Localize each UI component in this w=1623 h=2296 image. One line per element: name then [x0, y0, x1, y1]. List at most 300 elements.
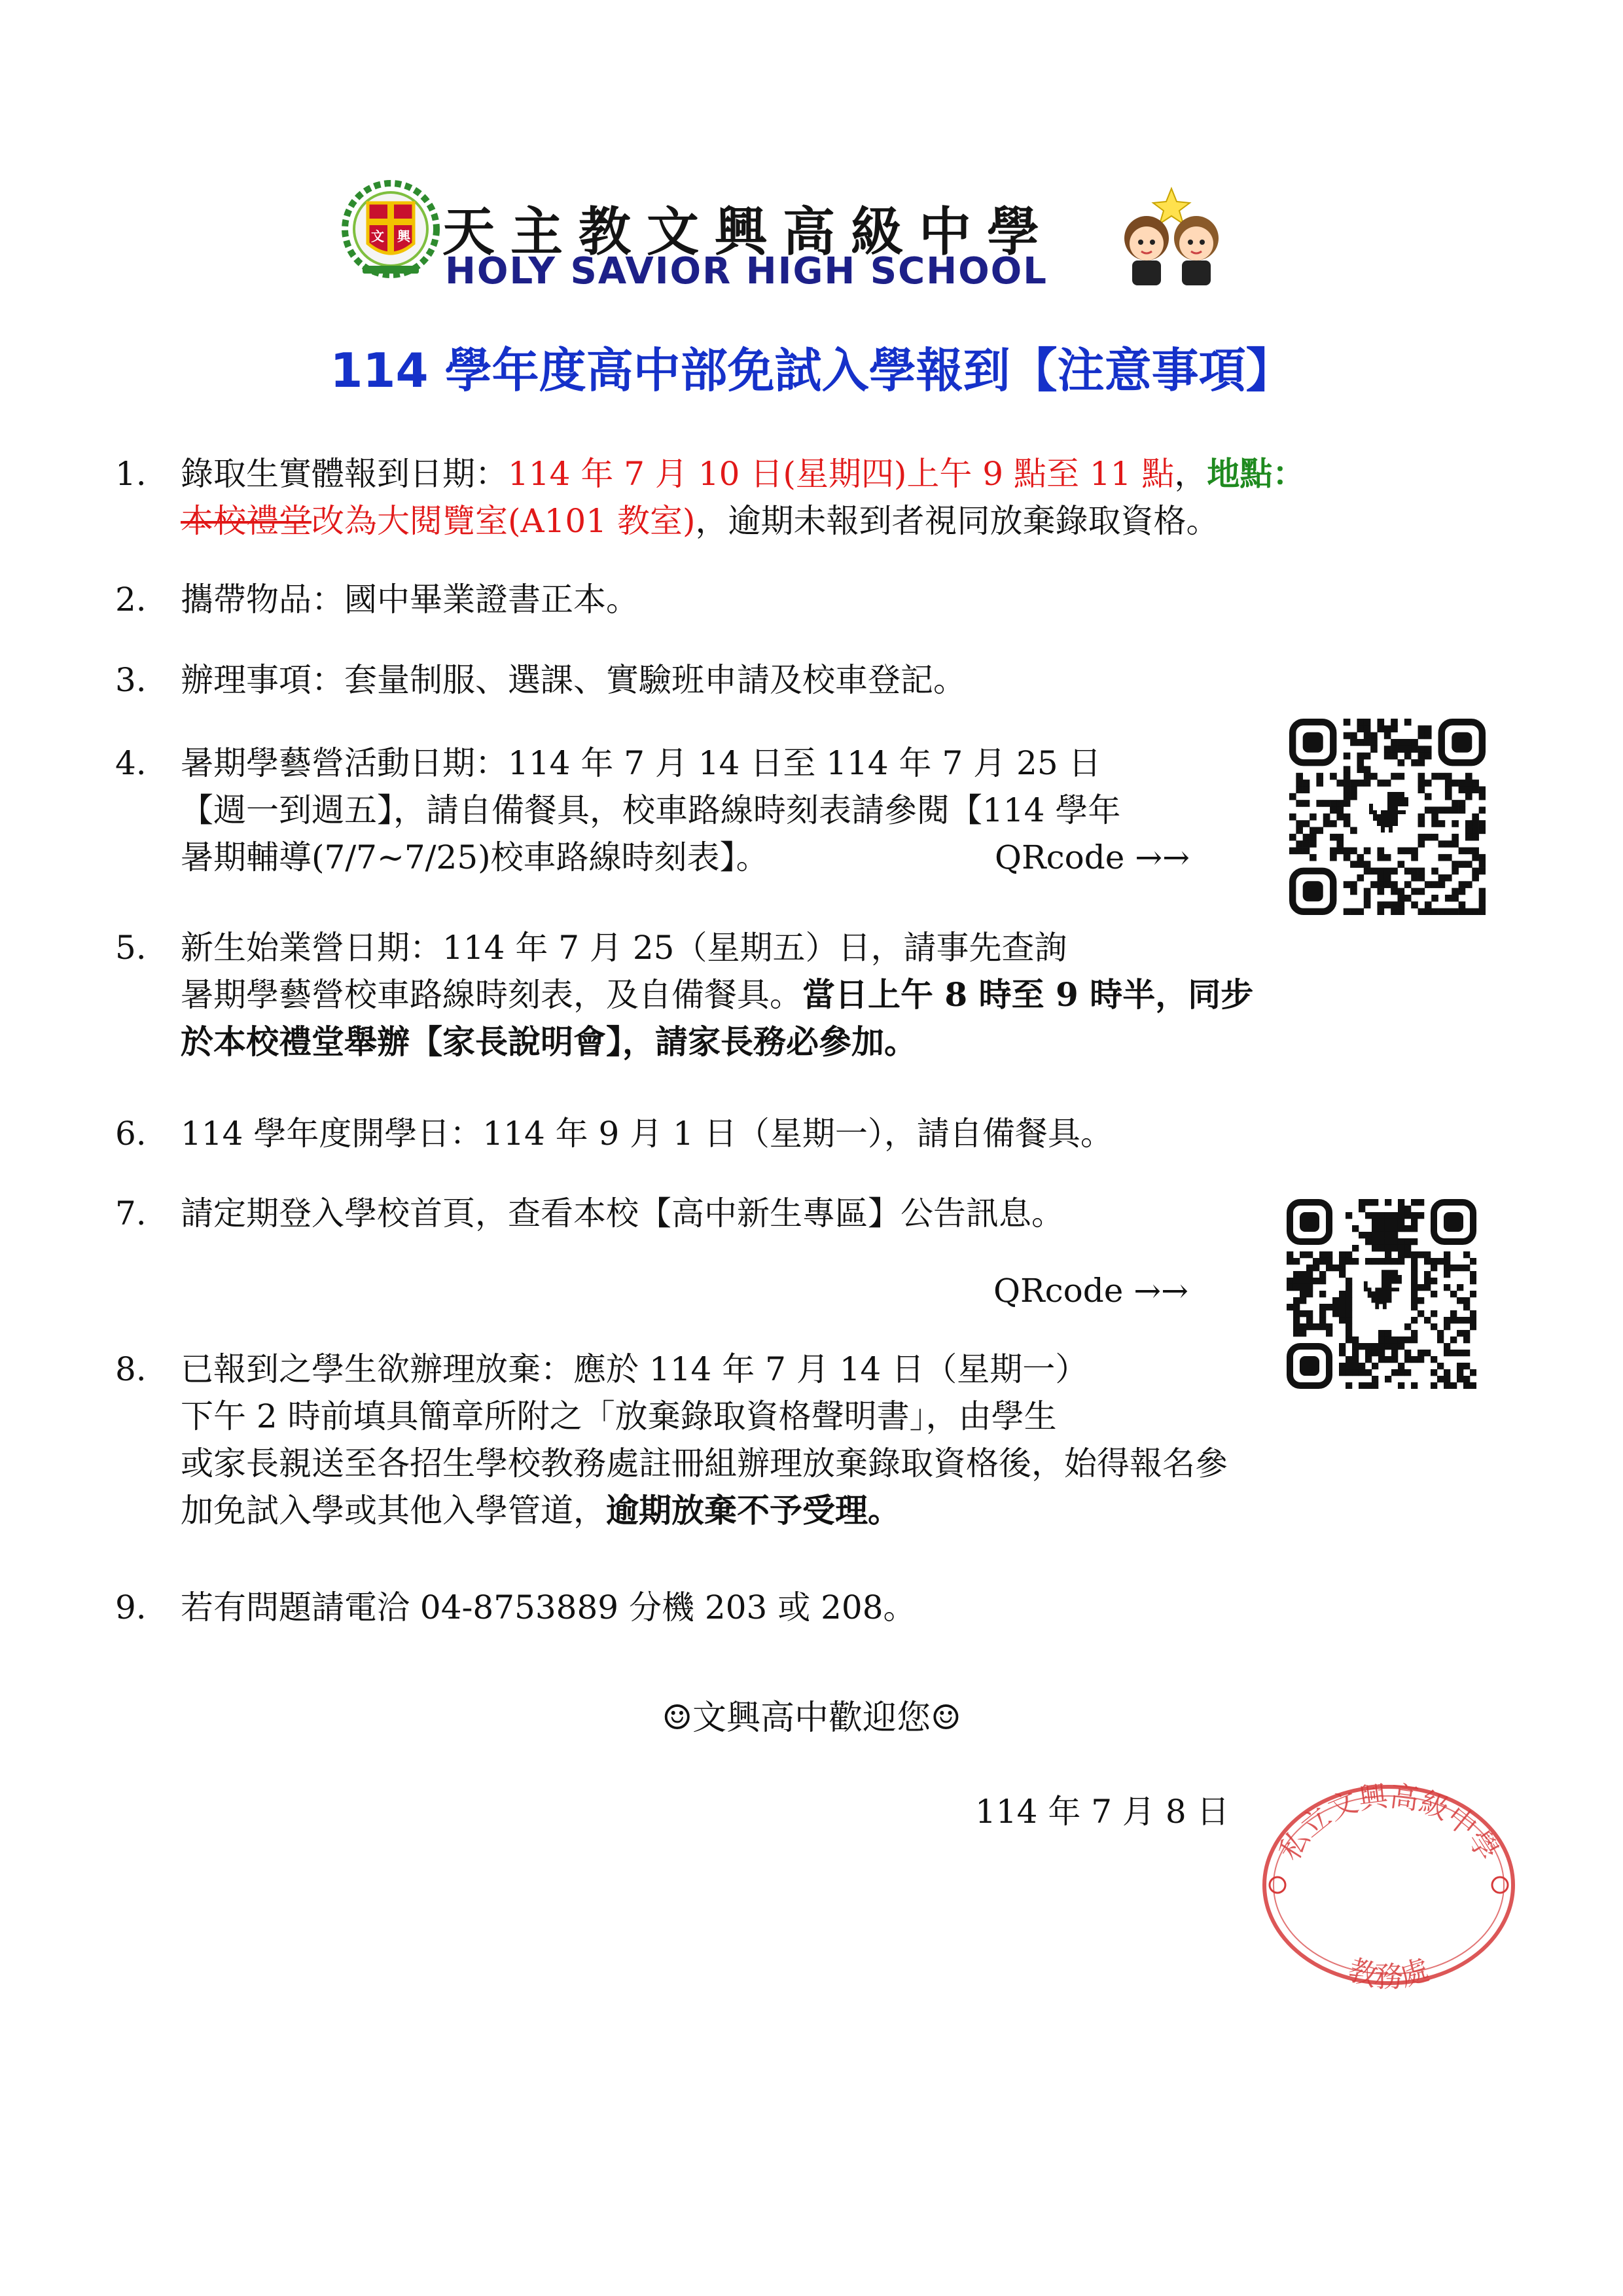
qr-module: [1470, 1310, 1476, 1317]
qr-module: [1296, 840, 1303, 848]
qr-module: [1444, 1265, 1450, 1271]
qr-module: [1398, 901, 1405, 908]
qr-module: [1459, 806, 1466, 814]
qr-module: [1424, 1258, 1431, 1265]
qr-module: [1384, 725, 1391, 732]
location-label: 地點：: [1207, 454, 1306, 493]
qr-module: [1332, 1310, 1339, 1317]
qr-module: [1472, 820, 1479, 827]
qr-module: [1300, 1251, 1306, 1258]
qr-module: [1411, 1284, 1418, 1291]
qr-module: [1384, 868, 1391, 875]
qr-module: [1463, 1350, 1470, 1356]
item-number: 5.: [115, 929, 147, 967]
qr-module: [1391, 1245, 1398, 1251]
item-8-line-3: 或家長親送至各招生學校教務處註冊組辦理放棄錄取資格後，始得報名參: [181, 1444, 1228, 1482]
qr-module: [1444, 1343, 1450, 1350]
qr-module: [1365, 1343, 1372, 1350]
qr-module: [1293, 1278, 1300, 1284]
qr-module: [1391, 1356, 1398, 1363]
qr-module: [1330, 820, 1337, 827]
qr-module: [1398, 1199, 1404, 1206]
qr-module: [1465, 834, 1472, 841]
qr-module: [1445, 806, 1452, 814]
qr-module: [1372, 1238, 1378, 1245]
item-number: 3.: [115, 661, 147, 699]
qr-module: [1344, 800, 1351, 807]
qr-module: [1352, 1336, 1359, 1343]
qr-module: [1372, 1199, 1378, 1206]
qr-module: [1450, 1317, 1457, 1323]
qr-module: [1339, 1297, 1346, 1304]
qr-module: [1377, 725, 1384, 732]
qr-module: [1293, 1323, 1300, 1330]
qr-finder-center: [1303, 881, 1323, 901]
qr-module: [1431, 814, 1438, 821]
qr-module: [1470, 1258, 1476, 1265]
qr-module: [1404, 1238, 1411, 1245]
item-2-text: 攜帶物品：國中畢業證書正本。: [181, 581, 639, 619]
qr-module: [1296, 848, 1303, 855]
qr-module: [1424, 1251, 1431, 1258]
qr-module: [1357, 719, 1364, 726]
qr-module: [1339, 1304, 1346, 1310]
item-8-line-1: 已報到之學生欲辦理放棄：應於 114 年 7 月 14 日（星期一）: [181, 1350, 1088, 1388]
qr-module: [1336, 806, 1344, 814]
qr-module: [1404, 719, 1412, 726]
qr-module: [1339, 1265, 1346, 1271]
qr-module: [1444, 1350, 1450, 1356]
qr-module: [1418, 786, 1425, 793]
qr-module: [1398, 759, 1405, 766]
qr-module: [1339, 1369, 1346, 1376]
qr-module: [1418, 840, 1425, 848]
qr-module: [1344, 773, 1351, 780]
qr-module: [1391, 1369, 1398, 1376]
qr-module: [1452, 895, 1459, 902]
qr-module: [1479, 888, 1486, 895]
qr-module: [1303, 820, 1310, 827]
qr-module: [1450, 1350, 1457, 1356]
qr-module: [1364, 732, 1371, 740]
qr-module: [1438, 806, 1446, 814]
item-5-line-3: 於本校禮堂舉辦【家長說明會】，請家長務必參加。: [181, 1022, 917, 1061]
qr-module: [1306, 1310, 1313, 1317]
qr-module: [1350, 827, 1357, 834]
qr-module: [1359, 1232, 1365, 1238]
qr-module: [1470, 1369, 1476, 1376]
qr-module: [1385, 1212, 1391, 1219]
qr-module: [1303, 800, 1310, 807]
qr-module: [1438, 908, 1446, 915]
qr-module: [1452, 868, 1459, 875]
item-number: 4.: [115, 744, 147, 782]
qr-module: [1398, 745, 1405, 753]
qr-module: [1300, 1330, 1306, 1336]
qr-module: [1418, 1212, 1424, 1219]
qr-module: [1425, 834, 1432, 841]
qr-module: [1364, 895, 1371, 902]
qr-module: [1296, 786, 1303, 793]
qr-module: [1463, 1363, 1470, 1369]
qr-module: [1411, 1225, 1418, 1232]
qr-module: [1346, 1369, 1352, 1376]
qr-module: [1365, 1350, 1372, 1356]
qr-module: [1310, 840, 1317, 848]
qr-module: [1296, 800, 1303, 807]
new-location: 改為大閱覽室(A101 教室): [312, 502, 696, 540]
qrcode-label-2: QRcode →→: [993, 1272, 1189, 1310]
item-7-text: 請定期登入學校首頁，查看本校【高中新生專區】公告訊息。: [181, 1194, 1064, 1232]
qr-module: [1452, 861, 1459, 868]
qr-module: [1398, 848, 1405, 855]
qr-module: [1385, 1238, 1391, 1245]
qr-module: [1463, 1330, 1470, 1336]
qr-module: [1296, 827, 1303, 834]
qr-module: [1431, 1258, 1437, 1265]
qr-module: [1339, 1310, 1346, 1317]
item-5-line-2-a: 暑期學藝營校車路線時刻表，及自備餐具。: [181, 976, 802, 1014]
qr-module: [1359, 1206, 1365, 1212]
qrcode-label-1: QRcode →→: [995, 838, 1190, 876]
qr-module: [1385, 1199, 1391, 1206]
qr-module: [1339, 1251, 1346, 1258]
qr-module: [1357, 908, 1364, 915]
qr-module: [1425, 745, 1432, 753]
qr-module: [1404, 753, 1412, 760]
qr-module: [1479, 786, 1486, 793]
item-8-line-4-a: 加免試入學或其他入學管道，: [181, 1492, 606, 1530]
qr-module: [1459, 861, 1466, 868]
qr-module: [1364, 868, 1371, 875]
qr-module: [1431, 1382, 1437, 1389]
qr-module: [1319, 1278, 1326, 1284]
qr-module: [1479, 901, 1486, 908]
qr-module: [1339, 1350, 1346, 1356]
qr-module: [1418, 874, 1425, 882]
qr-module: [1339, 1258, 1346, 1265]
qr-module: [1365, 1382, 1372, 1389]
qr-module: [1377, 908, 1384, 915]
qr-module: [1306, 1323, 1313, 1330]
qr-module: [1326, 1258, 1332, 1265]
qr-module: [1316, 780, 1323, 787]
qr-module: [1411, 874, 1418, 882]
qr-module: [1411, 1219, 1418, 1225]
qr-module: [1450, 1336, 1457, 1343]
qr-module: [1411, 739, 1418, 746]
qr-module: [1385, 1330, 1391, 1336]
qr-module: [1377, 874, 1384, 882]
qr-module: [1391, 1219, 1398, 1225]
qr-module: [1350, 861, 1357, 868]
qr-module: [1378, 1258, 1385, 1265]
qr-module: [1364, 773, 1371, 780]
qr-module: [1391, 745, 1398, 753]
qr-module: [1287, 1284, 1293, 1291]
qr-module: [1411, 1330, 1418, 1336]
qr-module: [1398, 1206, 1404, 1212]
qr-module: [1463, 1376, 1470, 1382]
qr-module: [1365, 1258, 1372, 1265]
item-6-text: 114 學年度開學日：114 年 9 月 1 日（星期一），請自備餐具。: [181, 1115, 1113, 1153]
qr-module: [1364, 719, 1371, 726]
qrcode-freshman-zone[interactable]: [1287, 1199, 1476, 1389]
qr-module: [1404, 739, 1412, 746]
qr-module: [1344, 854, 1351, 861]
qr-module: [1445, 874, 1452, 882]
qr-module: [1384, 745, 1391, 753]
qr-module: [1359, 1382, 1365, 1389]
qr-module: [1424, 1317, 1431, 1323]
qr-module: [1350, 786, 1357, 793]
qr-module: [1457, 1350, 1463, 1356]
qr-module: [1346, 1330, 1352, 1336]
registration-datetime: 114 年 7 月 10 日(星期四)上午 9 點至 11 點: [508, 455, 1175, 493]
qr-module: [1444, 1369, 1450, 1376]
qr-module: [1287, 1251, 1293, 1258]
qr-module: [1444, 1317, 1450, 1323]
qr-module: [1470, 1278, 1476, 1284]
qr-module: [1463, 1317, 1470, 1323]
qr-module: [1465, 786, 1472, 793]
qr-module: [1357, 854, 1364, 861]
qr-module: [1418, 1284, 1424, 1291]
qr-module: [1384, 881, 1391, 888]
qr-module: [1431, 1369, 1437, 1376]
qr-module: [1418, 753, 1425, 760]
item-4-line-1: 暑期學藝營活動日期：114 年 7 月 14 日至 114 年 7 月 25 日: [181, 744, 1101, 782]
qr-module: [1377, 780, 1384, 787]
qr-module: [1384, 854, 1391, 861]
item-number: 9.: [115, 1588, 147, 1626]
qr-module: [1452, 820, 1459, 827]
qr-module: [1404, 1212, 1411, 1219]
qr-module: [1411, 1212, 1418, 1219]
comma: ，: [1174, 455, 1207, 493]
qr-module: [1344, 780, 1351, 787]
qr-module: [1319, 1304, 1326, 1310]
qr-module: [1364, 780, 1371, 787]
qr-module: [1352, 1245, 1359, 1251]
qr-module: [1330, 854, 1337, 861]
item-number: 7.: [115, 1194, 147, 1232]
qr-module: [1411, 1291, 1418, 1297]
qr-module: [1418, 745, 1425, 753]
qr-module: [1364, 901, 1371, 908]
qr-module: [1306, 1271, 1313, 1278]
qr-module: [1465, 820, 1472, 827]
qr-module: [1463, 1251, 1470, 1258]
qr-module: [1364, 861, 1371, 868]
qr-module: [1359, 1343, 1365, 1350]
qr-module: [1398, 888, 1405, 895]
qr-module: [1330, 806, 1337, 814]
qr-module: [1425, 725, 1432, 732]
qr-module: [1372, 1219, 1378, 1225]
qr-finder-center: [1444, 1212, 1463, 1232]
qr-module: [1378, 1212, 1385, 1219]
qr-module: [1323, 814, 1330, 821]
item-8-line-2: 下午 2 時前填具簡章所附之「放棄錄取資格聲明書」，由學生: [181, 1397, 1057, 1435]
qr-module: [1404, 1336, 1411, 1343]
qr-module: [1391, 739, 1398, 746]
qr-module: [1350, 908, 1357, 915]
qr-module: [1437, 1336, 1444, 1343]
qr-module: [1457, 1297, 1463, 1304]
qr-module: [1398, 908, 1405, 915]
qr-module: [1350, 780, 1357, 787]
qr-module: [1444, 1251, 1450, 1258]
qr-module: [1425, 780, 1432, 787]
qr-module: [1385, 1336, 1391, 1343]
qr-module: [1450, 1310, 1457, 1317]
qr-module: [1445, 908, 1452, 915]
qr-module: [1350, 793, 1357, 800]
qr-module: [1357, 766, 1364, 773]
qr-module: [1472, 780, 1479, 787]
qr-module: [1457, 1330, 1463, 1336]
qr-module: [1465, 780, 1472, 787]
qr-module: [1459, 908, 1466, 915]
qr-module: [1319, 1258, 1326, 1265]
qr-module: [1319, 1310, 1326, 1317]
qr-module: [1459, 800, 1466, 807]
qr-module: [1418, 888, 1425, 895]
qr-module: [1357, 861, 1364, 868]
qr-module: [1357, 759, 1364, 766]
qr-module: [1404, 895, 1412, 902]
qr-module: [1370, 732, 1378, 740]
qr-module: [1378, 1238, 1385, 1245]
qr-module: [1330, 800, 1337, 807]
qr-module: [1300, 1271, 1306, 1278]
qr-module: [1332, 1265, 1339, 1271]
qr-module: [1463, 1297, 1470, 1304]
qr-module: [1418, 1350, 1424, 1356]
qr-module: [1398, 1219, 1404, 1225]
qr-module: [1452, 888, 1459, 895]
qr-module: [1339, 1317, 1346, 1323]
qr-module: [1411, 1336, 1418, 1343]
qr-module: [1391, 1258, 1398, 1265]
qr-module: [1289, 793, 1296, 800]
qr-module: [1479, 908, 1486, 915]
qr-module: [1391, 719, 1398, 726]
qr-module: [1411, 1258, 1418, 1265]
qr-module: [1385, 1225, 1391, 1232]
emblem-char-right: 興: [397, 228, 410, 244]
qr-module: [1411, 848, 1418, 855]
qr-module: [1438, 874, 1446, 882]
qr-module: [1346, 1278, 1352, 1284]
qr-module: [1300, 1284, 1306, 1291]
qr-module: [1411, 854, 1418, 861]
school-emblem-icon: [342, 178, 440, 283]
qr-module: [1370, 773, 1378, 780]
qr-module: [1465, 848, 1472, 855]
item-5-line-2: [181, 971, 1253, 1018]
qr-module: [1444, 1271, 1450, 1278]
qr-module: [1385, 1219, 1391, 1225]
qr-module: [1357, 874, 1364, 882]
qr-module: [1391, 868, 1398, 875]
qr-module: [1445, 780, 1452, 787]
qr-module: [1346, 1382, 1352, 1389]
qr-module: [1293, 1297, 1300, 1304]
qr-module: [1332, 1297, 1339, 1304]
qr-module: [1352, 1356, 1359, 1363]
qr-module: [1437, 1330, 1444, 1336]
qr-module: [1377, 848, 1384, 855]
qr-module: [1306, 1265, 1313, 1271]
qr-module: [1452, 840, 1459, 848]
qr-module: [1398, 895, 1405, 902]
qr-module: [1346, 1317, 1352, 1323]
qr-module: [1418, 759, 1425, 766]
item-8-line-4-b: 逾期放棄不予受理。: [606, 1491, 901, 1530]
qr-module: [1404, 1323, 1411, 1330]
qr-module: [1336, 800, 1344, 807]
qr-module: [1385, 1343, 1391, 1350]
qr-module: [1352, 1343, 1359, 1350]
qr-module: [1444, 1258, 1450, 1265]
qr-module: [1398, 1212, 1404, 1219]
qr-module: [1418, 725, 1425, 732]
mascot-students-icon: [1113, 185, 1230, 289]
qr-module: [1398, 1369, 1404, 1376]
qr-module: [1445, 786, 1452, 793]
qr-finder-center: [1452, 732, 1472, 753]
qrcode-summer-bus-schedule[interactable]: [1289, 719, 1486, 915]
qr-module: [1300, 1323, 1306, 1330]
qr-module: [1326, 1304, 1332, 1310]
qr-module: [1346, 1284, 1352, 1291]
qr-module: [1303, 786, 1310, 793]
qr-module: [1344, 908, 1351, 915]
qr-module: [1350, 881, 1357, 888]
qr-module: [1391, 1232, 1398, 1238]
official-seal-icon: [1251, 1777, 1526, 1993]
qr-module: [1378, 1330, 1385, 1336]
qr-module: [1437, 1376, 1444, 1382]
qr-module: [1372, 1245, 1378, 1251]
qr-module: [1287, 1258, 1293, 1265]
item-5-line-1: 新生始業營日期：114 年 7 月 25（星期五）日，請事先查詢: [181, 929, 1067, 967]
qr-module: [1372, 1382, 1378, 1389]
item-number: 8.: [115, 1350, 147, 1388]
qr-module: [1398, 1225, 1404, 1232]
document-title: 114 學年度高中部免試入學報到【注意事項】: [330, 343, 1293, 398]
qr-module: [1296, 820, 1303, 827]
qr-module: [1306, 1291, 1313, 1297]
qr-module: [1300, 1310, 1306, 1317]
qr-module: [1319, 1291, 1326, 1297]
qr-module: [1365, 1356, 1372, 1363]
registration-date-label: 錄取生實體報到日期：: [181, 455, 508, 493]
qr-module: [1365, 1238, 1372, 1245]
svg-text:教務處: [1344, 1953, 1433, 1993]
qr-module: [1424, 1284, 1431, 1291]
qr-module: [1479, 820, 1486, 827]
qr-module: [1346, 1363, 1352, 1369]
qr-module: [1457, 1265, 1463, 1271]
qr-module: [1431, 908, 1438, 915]
qr-module: [1452, 834, 1459, 841]
qr-module: [1346, 1258, 1352, 1265]
qr-module: [1330, 834, 1337, 841]
qr-module: [1398, 861, 1405, 868]
